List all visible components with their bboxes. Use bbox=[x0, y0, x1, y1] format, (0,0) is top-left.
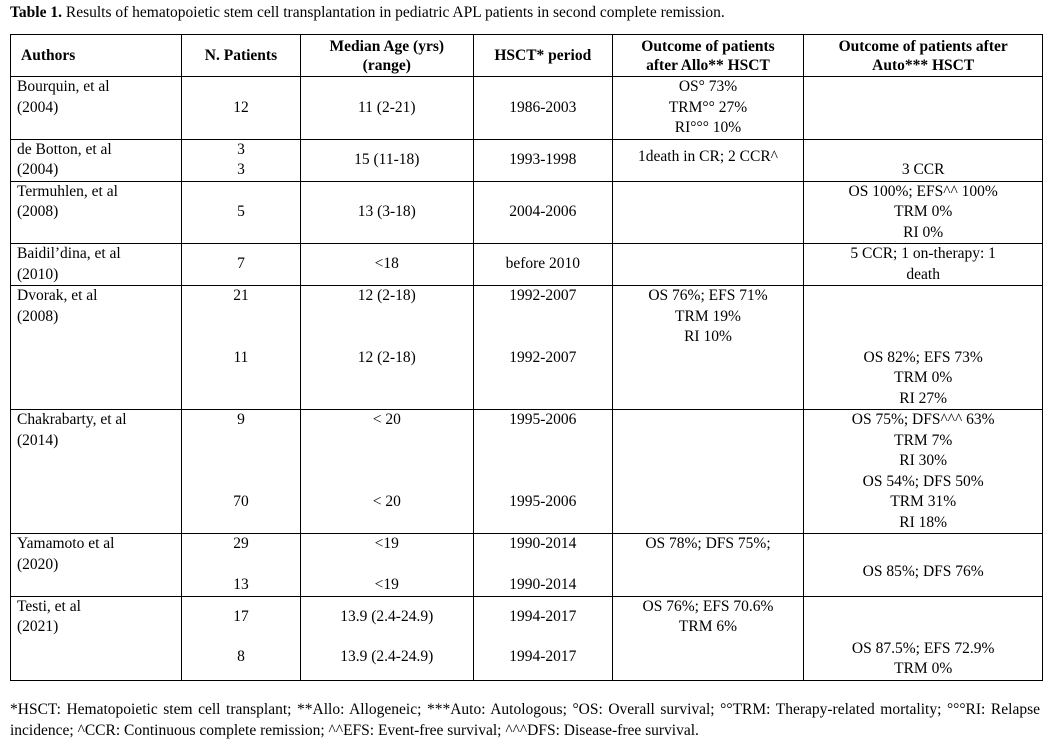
cell-patients: 17 8 bbox=[182, 596, 300, 680]
cell-period: 1993-1998 bbox=[473, 139, 612, 181]
cell-patients: 12 bbox=[182, 77, 300, 140]
table-row bbox=[11, 286, 1043, 410]
cell-patients: 9 70 bbox=[182, 410, 300, 534]
cell-author: Dvorak, et al (2008) bbox=[11, 286, 182, 410]
cell-patients: 7 bbox=[182, 244, 300, 286]
table-footnote: *HSCT: Hematopoietic stem cell transplant; **Allo: Allogeneic; ***Auto: Autologous; °OS: Overall survival; °°TRM: Therapy-related mortality; °°°RI: Relapse incidence; ^CCR: Continuous complete remission; ^^EFS: Event-free survival; ^^^DFS: Disease-free survival. bbox=[10, 701, 1040, 739]
cell-author: Testi, et al (2021) bbox=[11, 596, 182, 680]
table-row bbox=[11, 181, 1043, 244]
header-authors: Authors bbox=[11, 35, 182, 77]
cell-auto: OS 85%; DFS 76% bbox=[804, 534, 1043, 597]
cell-patients: 29 13 bbox=[182, 534, 300, 597]
table-row bbox=[11, 244, 1043, 286]
cell-allo: OS 78%; DFS 75%; bbox=[612, 534, 804, 597]
header-allo-outcome: Outcome of patients after Allo** HSCT bbox=[612, 35, 804, 77]
cell-period: 2004-2006 bbox=[473, 181, 612, 244]
table-caption-label: Table 1. bbox=[10, 4, 62, 21]
table-row bbox=[11, 534, 1043, 597]
cell-allo bbox=[612, 181, 804, 244]
table-row bbox=[11, 139, 1043, 181]
table-caption-text: Results of hematopoietic stem cell transplantation in pediatric APL patients in second complete remission. bbox=[65, 4, 725, 21]
cell-author: Baidil’dina, et al (2010) bbox=[11, 244, 182, 286]
table-header-row bbox=[11, 35, 1043, 77]
header-median-age: Median Age (yrs) (range) bbox=[300, 35, 473, 77]
cell-age: 13.9 (2.4-24.9) 13.9 (2.4-24.9) bbox=[300, 596, 473, 680]
table-caption bbox=[10, 4, 1040, 22]
cell-period: 1986-2003 bbox=[473, 77, 612, 140]
cell-auto: OS 75%; DFS^^^ 63% TRM 7% RI 30% OS 54%; DFS 50% TRM 31% RI 18% bbox=[804, 410, 1043, 534]
header-patients: N. Patients bbox=[182, 35, 300, 77]
cell-auto: OS 100%; EFS^^ 100% TRM 0% RI 0% bbox=[804, 181, 1043, 244]
results-table bbox=[10, 34, 1043, 681]
cell-allo: OS 76%; EFS 70.6% TRM 6% bbox=[612, 596, 804, 680]
cell-author: Yamamoto et al (2020) bbox=[11, 534, 182, 597]
cell-author: de Botton, et al (2004) bbox=[11, 139, 182, 181]
cell-period: before 2010 bbox=[473, 244, 612, 286]
cell-auto: OS 82%; EFS 73% TRM 0% RI 27% bbox=[804, 286, 1043, 410]
cell-patients: 5 bbox=[182, 181, 300, 244]
cell-allo: 1death in CR; 2 CCR^ bbox=[612, 139, 804, 181]
header-hsct-period: HSCT* period bbox=[473, 35, 612, 77]
cell-allo: OS° 73% TRM°° 27% RI°°° 10% bbox=[612, 77, 804, 140]
cell-patients: 3 3 bbox=[182, 139, 300, 181]
cell-age: <18 bbox=[300, 244, 473, 286]
cell-allo bbox=[612, 410, 804, 534]
cell-period: 1992-2007 1992-2007 bbox=[473, 286, 612, 410]
cell-allo: OS 76%; EFS 71% TRM 19% RI 10% bbox=[612, 286, 804, 410]
cell-auto bbox=[804, 77, 1043, 140]
cell-patients: 21 11 bbox=[182, 286, 300, 410]
cell-age: 12 (2-18) 12 (2-18) bbox=[300, 286, 473, 410]
cell-age: 11 (2-21) bbox=[300, 77, 473, 140]
cell-author: Termuhlen, et al (2008) bbox=[11, 181, 182, 244]
cell-allo bbox=[612, 244, 804, 286]
cell-period: 1995-2006 1995-2006 bbox=[473, 410, 612, 534]
cell-age: <19 <19 bbox=[300, 534, 473, 597]
cell-auto: OS 87.5%; EFS 72.9% TRM 0% bbox=[804, 596, 1043, 680]
cell-period: 1994-2017 1994-2017 bbox=[473, 596, 612, 680]
table-row bbox=[11, 596, 1043, 680]
cell-auto: 3 CCR bbox=[804, 139, 1043, 181]
cell-period: 1990-2014 1990-2014 bbox=[473, 534, 612, 597]
cell-author: Chakrabarty, et al (2014) bbox=[11, 410, 182, 534]
cell-age: 13 (3-18) bbox=[300, 181, 473, 244]
header-auto-outcome: Outcome of patients after Auto*** HSCT bbox=[804, 35, 1043, 77]
cell-author: Bourquin, et al (2004) bbox=[11, 77, 182, 140]
table-row bbox=[11, 410, 1043, 534]
cell-age: 15 (11-18) bbox=[300, 139, 473, 181]
table-row bbox=[11, 77, 1043, 140]
cell-auto: 5 CCR; 1 on-therapy: 1 death bbox=[804, 244, 1043, 286]
cell-age: < 20 < 20 bbox=[300, 410, 473, 534]
